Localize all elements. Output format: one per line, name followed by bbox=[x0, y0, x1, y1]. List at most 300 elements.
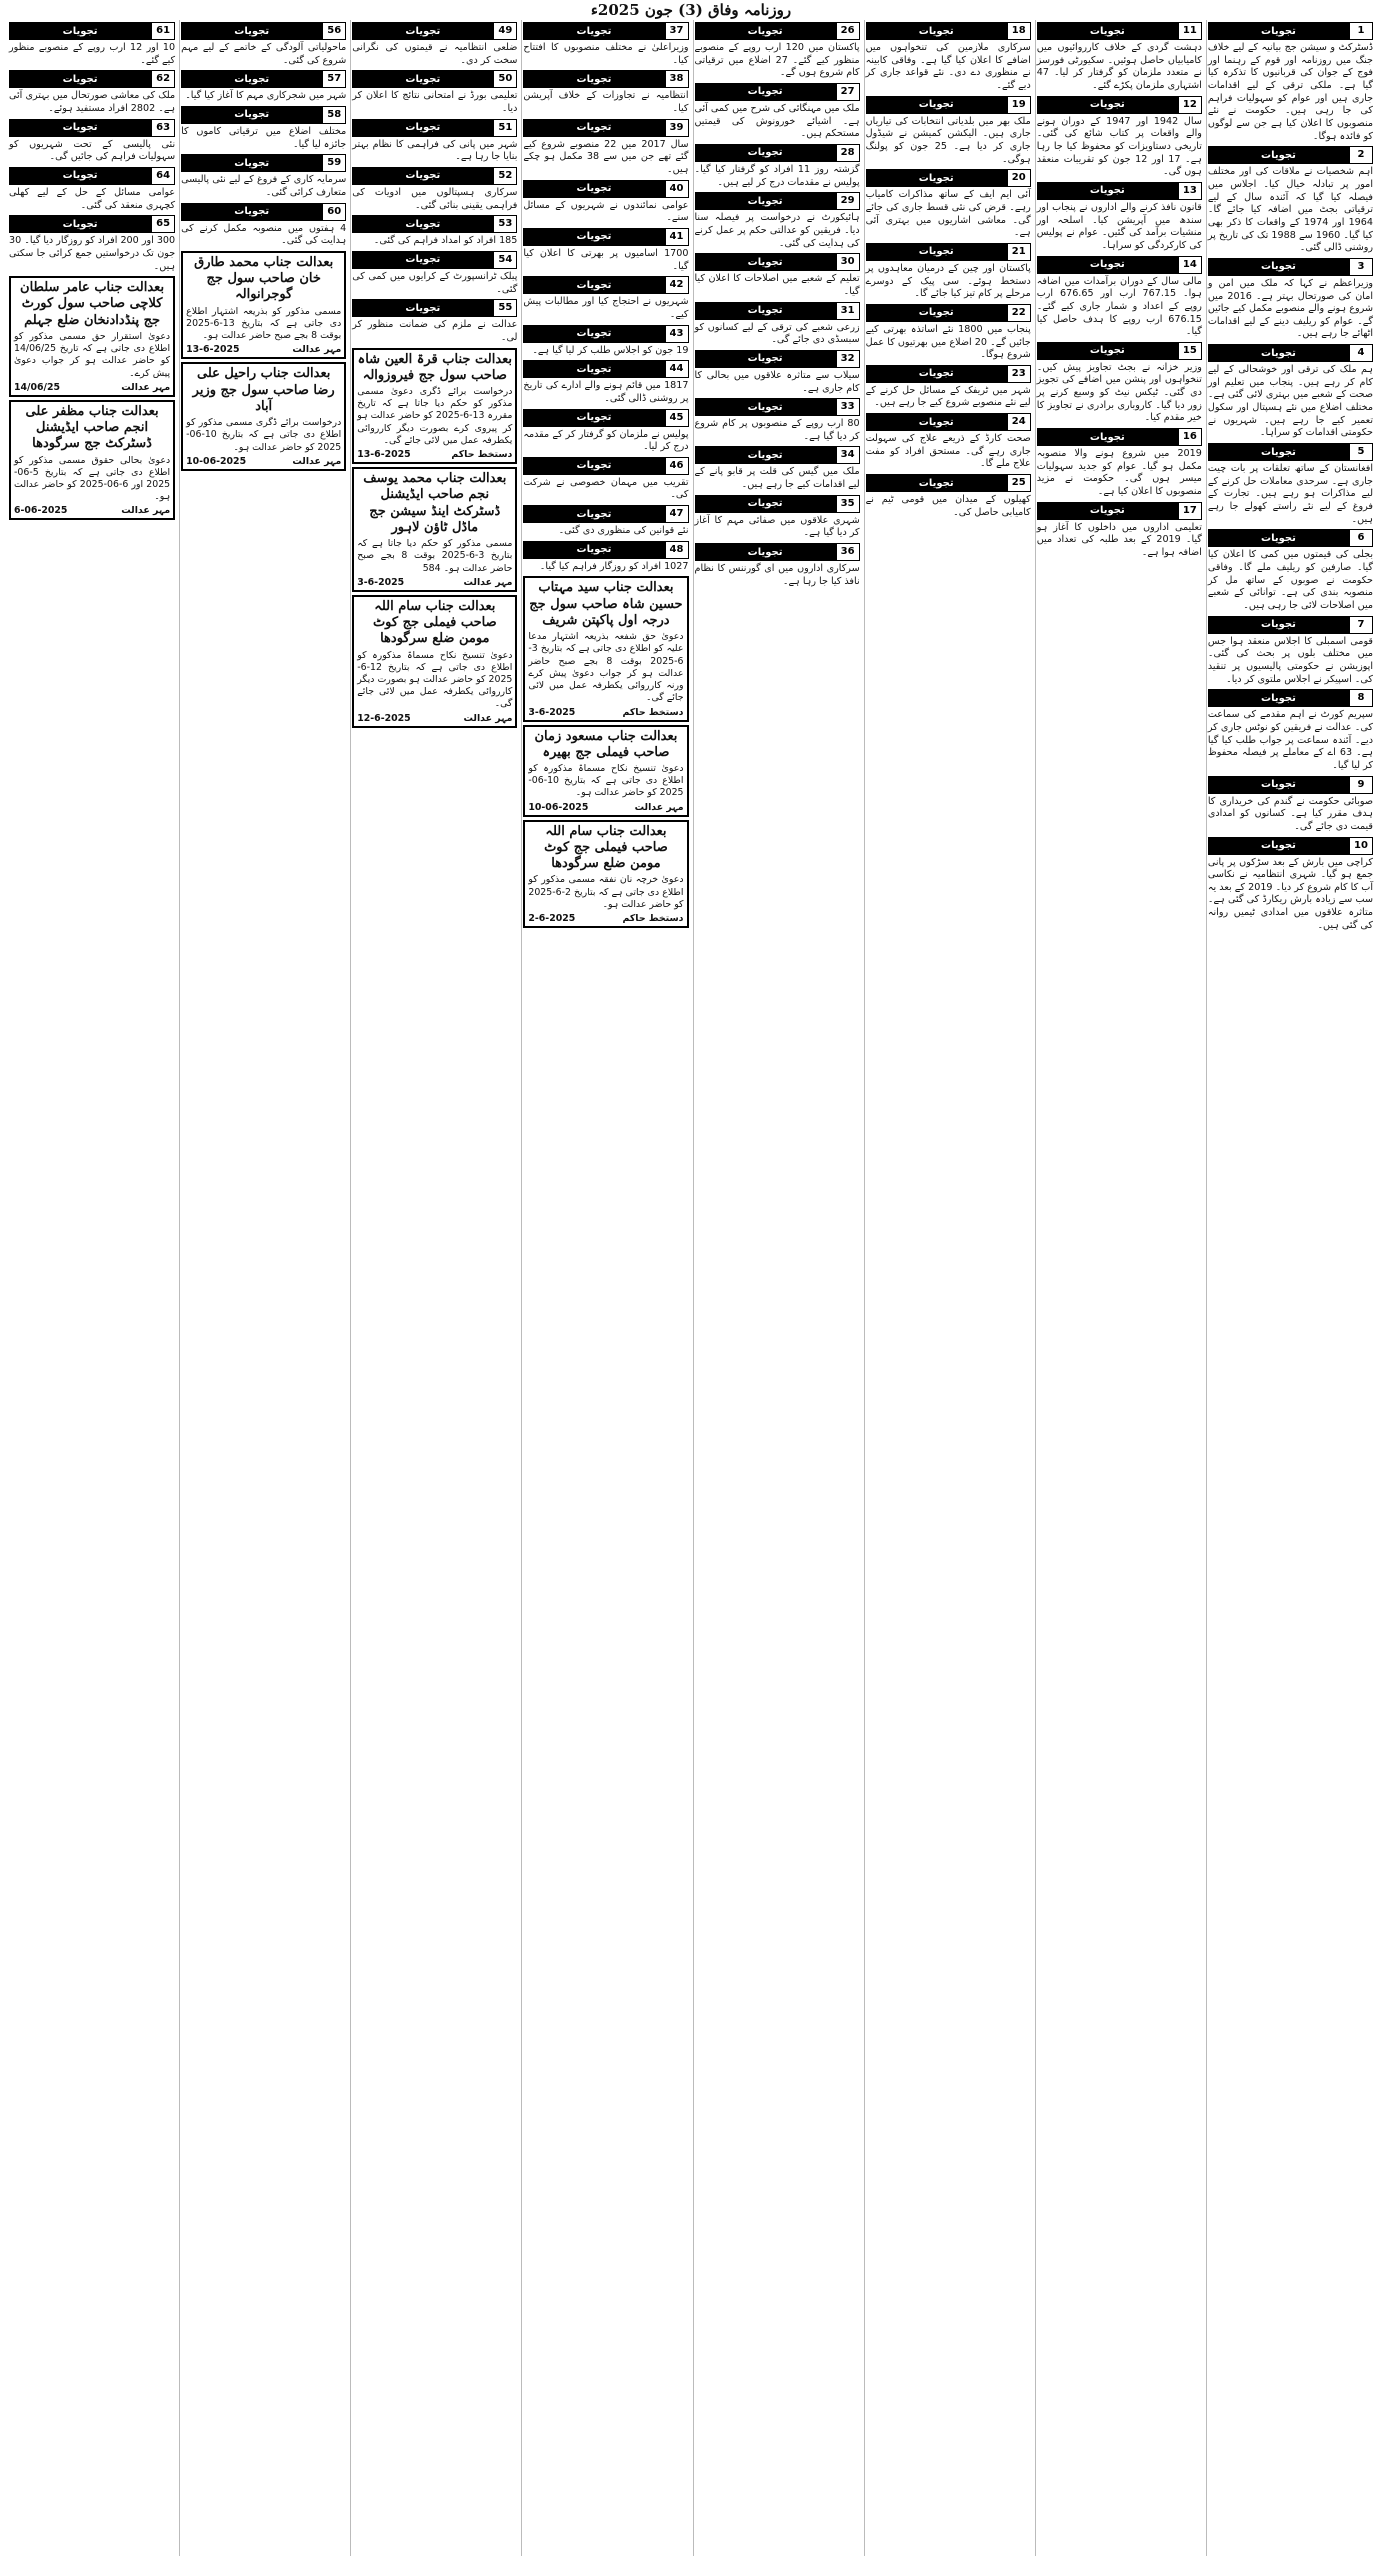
article-block bbox=[695, 253, 860, 298]
article-number: 11 bbox=[1178, 22, 1202, 40]
article-number: 28 bbox=[836, 144, 860, 162]
notice-body: دعویٰ بحالی حقوق مسمی مذکور کو اطلاع دی جاتی ہے کہ بتاریخ 5-06-2025 اور 6-06-2025 کو حاضر عدالت ہو۔ bbox=[14, 454, 171, 503]
article-number: 52 bbox=[493, 167, 517, 185]
article-body: شہریوں نے احتجاج کیا اور مطالبات پیش کیے۔ bbox=[523, 296, 689, 320]
article-header bbox=[1208, 837, 1373, 855]
article-body: ملک کی معاشی صورتحال میں بہتری آئی ہے۔ 2802 افراد مستفید ہوئے۔ bbox=[9, 90, 176, 114]
article-header bbox=[1208, 689, 1373, 707]
article-number: 57 bbox=[322, 70, 346, 88]
article-number: 46 bbox=[665, 457, 689, 475]
article-block bbox=[695, 302, 860, 347]
notice-title: بعدالت جناب سید مہتاب حسین شاہ صاحب سول جج درجہ اول پاکپتن شریف bbox=[529, 580, 683, 628]
article-block bbox=[9, 215, 175, 273]
article-header-label: تجویات bbox=[1261, 149, 1296, 161]
article-header-label: تجویات bbox=[1089, 505, 1125, 517]
article-block bbox=[1208, 529, 1373, 612]
article-block bbox=[352, 251, 517, 296]
notice-sign: دستخط حاکم bbox=[622, 913, 684, 925]
notice-title: بعدالت جناب محمد یوسف نجم صاحب ایڈیشنل ڈسٹرکٹ اینڈ سیشن جج ماڈل ٹاؤن لاہور bbox=[363, 471, 507, 535]
article-header-label: تجویات bbox=[405, 302, 441, 314]
article-body: نئی پالیسی کے تحت شہریوں کو سہولیات فراہم کی جائیں گی۔ bbox=[9, 138, 176, 163]
article-header-label: تجویات bbox=[576, 231, 612, 243]
article-header bbox=[695, 83, 860, 101]
article-header bbox=[695, 192, 860, 210]
article-body: ہم ملک کی ترقی اور خوشحالی کے لیے کام کر رہے ہیں۔ پنجاب میں تعلیم اور صحت کے شعبے میں بہتری لائی گئی ہے۔ مختلف اضلاع میں نئے ہسپتال اور سکول تعمیر کیے جا رہے ہیں۔ شہریوں نے حکومتی اقدامات کو سراہا۔ bbox=[1207, 364, 1373, 439]
article-block bbox=[352, 22, 517, 67]
notice-body: مسمی مذکور کو حکم دیا جاتا ہے کہ بتاریخ 3-6-2025 بوقت 8 بجے صبح حاضر عدالت ہو۔ 584 bbox=[357, 538, 513, 574]
article-body: آئی ایم ایف کے ساتھ مذاکرات کامیاب رہے۔ قرض کی نئی قسط جاری کی جائے گی۔ معاشی اشاریوں میں بہتری آئی ہے۔ bbox=[865, 189, 1031, 239]
article-header bbox=[1208, 22, 1373, 40]
article-header bbox=[523, 22, 688, 40]
article-header bbox=[866, 169, 1031, 187]
article-body: شہر میں شجرکاری مہم کا آغاز کیا گیا۔ bbox=[185, 90, 347, 102]
article-body: 19 جون کو اجلاس طلب کر لیا گیا ہے۔ bbox=[532, 344, 689, 356]
article-block bbox=[523, 119, 688, 177]
article-block bbox=[523, 22, 688, 67]
article-header-label: تجویات bbox=[62, 170, 98, 182]
notice-signature bbox=[528, 913, 683, 924]
article-number: 4 bbox=[1349, 344, 1373, 362]
article-body: سرکاری ہسپتالوں میں ادویات کی فراہمی یقینی بنائی گئی۔ bbox=[352, 186, 518, 211]
article-body: تعلیمی بورڈ نے امتحانی نتائج کا اعلان کر دیا۔ bbox=[352, 90, 518, 114]
column-4 bbox=[693, 20, 861, 2556]
notice-signature bbox=[186, 456, 341, 467]
article-block bbox=[523, 409, 688, 454]
article-block bbox=[1208, 443, 1373, 526]
article-body: سیلاب سے متاثرہ علاقوں میں بحالی کا کام جاری ہے۔ bbox=[694, 369, 860, 394]
article-header-label: تجویات bbox=[62, 218, 98, 230]
article-body: افغانستان کے ساتھ تعلقات پر بات چیت جاری ہے۔ سرحدی معاملات حل کرنے کے لیے مذاکرات ہو رہے ہیں۔ تجارت کے فروغ کے لیے نئے راستے کھولے جا رہے ہیں۔ bbox=[1207, 463, 1373, 525]
article-header-label: تجویات bbox=[576, 412, 612, 423]
article-body: 300 اور 200 افراد کو روزگار دیا گیا۔ 30 جون تک درخواستیں جمع کرائی جا سکتی ہیں۔ bbox=[9, 235, 176, 272]
notice-sign: مہر عدالت bbox=[292, 344, 342, 356]
article-header-label: تجویات bbox=[576, 122, 612, 134]
article-block bbox=[866, 474, 1031, 519]
article-header bbox=[1037, 22, 1202, 40]
article-block bbox=[1208, 22, 1373, 143]
notice-sign: مہر عدالت bbox=[292, 455, 342, 467]
article-body: نئے قوانین کی منظوری دی گئی۔ bbox=[558, 525, 689, 537]
article-body: کراچی میں بارش کے بعد سڑکوں پر پانی جمع ہو گیا۔ شہری انتظامیہ نے نکاسی آب کا کام شروع کر دیا۔ 2019 کے بعد یہ سب سے زیادہ بارش ریکارڈ کی گئی ہے۔ متاثرہ علاقوں میں امدادی ٹیمیں روانہ کی گئی ہیں۔ bbox=[1207, 856, 1374, 931]
article-block bbox=[523, 360, 688, 405]
article-body: 10 اور 12 ارب روپے کے منصوبے منظور کیے گئے۔ bbox=[9, 42, 176, 66]
article-number: 17 bbox=[1178, 502, 1202, 520]
article-header bbox=[523, 180, 688, 198]
article-header-label: تجویات bbox=[62, 73, 98, 85]
article-header bbox=[523, 541, 688, 559]
notice-signature bbox=[14, 382, 170, 393]
article-number: 20 bbox=[1007, 169, 1031, 187]
court-notice bbox=[9, 276, 175, 397]
article-header bbox=[695, 543, 860, 561]
article-number: 61 bbox=[151, 22, 175, 40]
article-body: تعلیمی اداروں میں داخلوں کا آغاز ہو گیا۔ 2019 کے بعد طلبہ کی تعداد میں اضافہ ہوا ہے۔ bbox=[1036, 521, 1202, 559]
article-header-label: تجویات bbox=[1261, 619, 1296, 631]
article-body: شہر میں ٹریفک کے مسائل حل کرنے کے لیے نئے منصوبے شروع کیے جا رہے ہیں۔ bbox=[865, 384, 1031, 409]
article-number: 49 bbox=[493, 22, 517, 40]
notice-body: دعویٰ استقرار حق مسمی مذکور کو اطلاع دی جاتی ہے کہ تاریخ 14/06/25 کو حاضر عدالت ہو کر جواب دعویٰ پیش کرے۔ bbox=[14, 330, 171, 379]
article-header bbox=[1037, 342, 1202, 360]
court-notice bbox=[352, 348, 517, 465]
article-number: 18 bbox=[1007, 22, 1031, 40]
article-number: 6 bbox=[1349, 529, 1373, 547]
article-number: 14 bbox=[1178, 256, 1202, 274]
article-body: زرعی شعبے کی ترقی کے لیے کسانوں کو سبسڈی دی جائے گی۔ bbox=[694, 321, 860, 346]
article-header bbox=[1037, 96, 1202, 114]
court-notice bbox=[523, 576, 688, 721]
article-block bbox=[523, 325, 688, 358]
court-notice bbox=[9, 400, 175, 521]
notice-body: دعویٰ حق شفعہ بذریعہ اشتہار مدعا علیہ کو اطلاع دی جاتی ہے کہ بتاریخ 3-6-2025 بوقت 8 بجے صبح حاضر عدالت ہو کر جواب دعویٰ پیش کرے ورنہ کارروائی یکطرفہ عمل میں لائی جائے گی۔ bbox=[528, 631, 684, 704]
notice-date: 2-6-2025 bbox=[528, 913, 576, 925]
column-1 bbox=[1206, 20, 1374, 2556]
article-header bbox=[695, 446, 860, 464]
article-block bbox=[523, 70, 688, 115]
article-body: وزیر خزانہ نے بجٹ تجاویز پیش کیں۔ تنخواہوں اور پنشن میں اضافے کی تجویز دی گئی۔ ٹیکس نیٹ کو وسیع کرنے پر زور دیا گیا۔ کاروباری برادری نے تجاویز کا خیر مقدم کیا۔ bbox=[1036, 361, 1202, 424]
notice-body: دعویٰ تنسیخ نکاح مسماۃ مذکورہ کو اطلاع دی جاتی ہے کہ بتاریخ 10-06-2025 کو حاضر عدالت ہو۔ bbox=[528, 763, 684, 799]
notice-date: 10-06-2025 bbox=[186, 455, 247, 467]
article-header bbox=[866, 304, 1031, 322]
article-header-label: تجویات bbox=[234, 206, 270, 218]
article-block bbox=[1208, 616, 1373, 687]
article-header bbox=[695, 398, 860, 416]
article-number: 22 bbox=[1007, 304, 1031, 322]
article-number: 39 bbox=[665, 119, 689, 137]
article-body: سپریم کورٹ نے اہم مقدمے کی سماعت کی۔ عدالت نے فریقین کو نوٹس جاری کر دیے۔ آئندہ سماعت پر جواب طلب کیا گیا ہے۔ 63 اے کے معاملے پر فیصلہ محفوظ کر لیا گیا۔ bbox=[1207, 709, 1373, 771]
notice-body: درخواست برائے ڈگری دعویٰ مسمی مذکور کو حکم دیا جاتا ہے کہ تاریخ مقررہ 13-6-2025 کو حاضر عدالت ہو کر پیروی کرے بصورت دیگر کارروائی یکطرفہ عمل میں لائی جائے گی۔ bbox=[357, 386, 513, 446]
article-number: 62 bbox=[151, 70, 175, 88]
article-header bbox=[866, 243, 1031, 261]
article-header bbox=[866, 22, 1031, 40]
article-header-label: تجویات bbox=[918, 246, 954, 258]
article-header bbox=[181, 203, 346, 221]
article-number: 31 bbox=[836, 302, 860, 320]
notice-title: بعدالت جناب قرۃ العین شاہ صاحب سول جج فیروزوالہ bbox=[357, 351, 513, 383]
article-header-label: تجویات bbox=[747, 147, 783, 159]
article-header-label: تجویات bbox=[1089, 99, 1125, 111]
article-block bbox=[1037, 96, 1202, 179]
article-block bbox=[695, 22, 860, 80]
notice-title: بعدالت جناب عامر سلطان کلاچی صاحب سول کورٹ جج پنڈدادنخان ضلع جہلم bbox=[20, 280, 165, 328]
article-header-label: تجویات bbox=[1089, 345, 1125, 357]
notice-date: 12-6-2025 bbox=[357, 712, 411, 724]
article-header-label: تجویات bbox=[918, 368, 954, 380]
article-block bbox=[695, 543, 860, 588]
article-header-label: تجویات bbox=[234, 157, 270, 169]
notice-title: بعدالت جناب سام اللہ صاحب فیملی جج کوٹ مومن ضلع سرگودھا bbox=[372, 598, 497, 647]
article-header-label: تجویات bbox=[405, 73, 441, 85]
article-header bbox=[695, 22, 860, 40]
article-header bbox=[695, 253, 860, 271]
article-header bbox=[523, 325, 688, 343]
article-header-label: تجویات bbox=[747, 498, 783, 510]
article-block bbox=[352, 167, 517, 212]
article-block bbox=[523, 228, 688, 273]
court-notice bbox=[352, 467, 517, 592]
article-header-label: تجویات bbox=[405, 122, 441, 134]
article-number: 24 bbox=[1007, 413, 1031, 431]
article-number: 60 bbox=[322, 203, 346, 221]
article-header bbox=[1208, 616, 1373, 634]
article-block bbox=[695, 446, 860, 491]
article-header bbox=[523, 70, 688, 88]
article-block bbox=[695, 398, 860, 443]
notice-title: بعدالت جناب مظفر علی انجم صاحب ایڈیشنل ڈسٹرکٹ جج سرگودھا bbox=[25, 403, 159, 452]
article-number: 50 bbox=[493, 70, 517, 88]
article-header bbox=[523, 409, 688, 427]
article-header bbox=[9, 119, 175, 137]
article-block bbox=[1037, 256, 1202, 339]
article-number: 30 bbox=[836, 253, 860, 271]
article-block bbox=[695, 144, 860, 189]
article-header-label: تجویات bbox=[1261, 25, 1296, 37]
article-body: 80 ارب روپے کے منصوبوں پر کام شروع کر دیا گیا ہے۔ bbox=[694, 418, 860, 442]
article-body: شہری علاقوں میں صفائی مہم کا آغاز کر دیا گیا ہے۔ bbox=[694, 514, 860, 539]
article-body: پاکستان اور چین کے درمیان معاہدوں پر دستخط ہوئے۔ سی پیک کے دوسرے مرحلے پر کام تیز کیا جائے گا۔ bbox=[865, 262, 1031, 300]
article-block bbox=[352, 70, 517, 115]
notice-date: 13-6-2025 bbox=[357, 449, 411, 461]
article-header-label: تجویات bbox=[576, 25, 612, 37]
column-2 bbox=[1035, 20, 1203, 2556]
article-header-label: تجویات bbox=[234, 25, 270, 37]
article-header bbox=[9, 70, 175, 88]
article-number: 3 bbox=[1349, 258, 1373, 276]
article-block bbox=[866, 304, 1031, 362]
article-number: 42 bbox=[665, 276, 689, 294]
article-number: 38 bbox=[665, 70, 689, 88]
article-header-label: تجویات bbox=[576, 363, 612, 375]
article-number: 16 bbox=[1178, 428, 1202, 446]
article-number: 5 bbox=[1349, 443, 1373, 461]
article-block bbox=[695, 350, 860, 395]
article-body: ماحولیاتی آلودگی کے خاتمے کے لیے مہم شروع کی گئی۔ bbox=[181, 42, 347, 66]
article-block bbox=[352, 215, 517, 248]
article-header-label: تجویات bbox=[405, 254, 441, 266]
article-header bbox=[181, 154, 346, 172]
column-6 bbox=[350, 20, 518, 2556]
article-body: پاکستان میں 120 ارب روپے کے منصوبے منظور کیے گئے۔ 27 اضلاع میں ترقیاتی کام شروع ہوں گے۔ bbox=[694, 42, 860, 79]
article-header bbox=[523, 119, 688, 137]
article-block bbox=[1208, 776, 1373, 834]
article-header-label: تجویات bbox=[1261, 840, 1296, 851]
article-header-label: تجویات bbox=[576, 328, 612, 340]
article-body: دہشت گردی کے خلاف کارروائیوں میں کامیابیاں حاصل ہوئیں۔ سکیورٹی فورسز نے متعدد ملزمان کو گرفتار کر لیا۔ 47 اشتہاری ملزمان پکڑے گئے۔ bbox=[1036, 42, 1202, 91]
article-header-label: تجویات bbox=[405, 170, 441, 182]
article-block bbox=[523, 541, 688, 574]
article-number: 10 bbox=[1349, 837, 1373, 855]
article-header bbox=[1208, 146, 1373, 164]
article-number: 40 bbox=[665, 180, 689, 198]
article-number: 8 bbox=[1349, 689, 1373, 707]
article-header bbox=[181, 106, 346, 124]
article-header-label: تجویات bbox=[747, 256, 783, 268]
article-number: 21 bbox=[1007, 243, 1031, 261]
article-header-label: تجویات bbox=[234, 73, 270, 85]
article-header bbox=[695, 495, 860, 513]
article-header bbox=[1037, 428, 1202, 446]
article-body: گزشتہ روز 11 افراد کو گرفتار کیا گیا۔ پولیس نے مقدمات درج کر لیے ہیں۔ bbox=[694, 163, 860, 188]
article-number: 65 bbox=[151, 215, 175, 233]
article-body: تقریب میں مہمان خصوصی نے شرکت کی۔ bbox=[523, 476, 689, 501]
court-notice bbox=[352, 595, 517, 728]
notice-signature bbox=[528, 707, 683, 718]
notice-date: 3-6-2025 bbox=[357, 576, 405, 588]
notice-title: بعدالت جناب مسعود زمان صاحب فیملی جج بھیرہ bbox=[534, 728, 678, 760]
article-header-label: تجویات bbox=[1089, 259, 1125, 271]
article-header bbox=[695, 302, 860, 320]
newspaper-page bbox=[8, 20, 1374, 2556]
article-number: 23 bbox=[1007, 365, 1031, 383]
article-body: عوامی نمائندوں نے شہریوں کے مسائل سنے۔ bbox=[523, 199, 689, 224]
article-body: ملک میں گیس کی قلت پر قابو پانے کے لیے اقدامات کیے جا رہے ہیں۔ bbox=[694, 466, 860, 491]
article-number: 19 bbox=[1007, 96, 1031, 114]
article-body: اہم شخصیات نے ملاقات کی اور مختلف امور پر تبادلہ خیال کیا۔ اجلاس میں فیصلہ کیا گیا کہ آئندہ سال کے لیے ترقیاتی بجٹ میں اضافہ کیا جائے گا۔ 1964 اور 1974 کے واقعات کا ذکر بھی کیا گیا۔ 1960 سے 1988 تک کی تاریخ پر روشنی ڈالی گئی۔ bbox=[1207, 166, 1373, 254]
notice-title: بعدالت جناب راحیل علی رضا صاحب سول جج وزیر آباد bbox=[192, 366, 335, 414]
article-header-label: تجویات bbox=[918, 307, 954, 319]
article-body: 1700 اسامیوں پر بھرتی کا اعلان کیا گیا۔ bbox=[523, 247, 689, 272]
article-block bbox=[866, 22, 1031, 93]
article-number: 25 bbox=[1007, 474, 1031, 492]
article-block bbox=[866, 365, 1031, 410]
article-header bbox=[1037, 502, 1202, 520]
article-body: 2019 میں شروع ہونے والا منصوبہ مکمل ہو گیا۔ عوام کو جدید سہولیات میسر ہوں گی۔ حکومت نے مزید منصوبوں کا اعلان کیا ہے۔ bbox=[1036, 448, 1202, 498]
court-notice bbox=[181, 251, 346, 359]
article-header-label: تجویات bbox=[1261, 446, 1296, 458]
article-body: قانون نافذ کرنے والے اداروں نے پنجاب اور سندھ میں آپریشن کیا۔ اسلحہ اور منشیات برآمد کی گئیں۔ عوام نے پولیس کی کارکردگی کو سراہا۔ bbox=[1036, 201, 1202, 251]
article-header bbox=[352, 70, 517, 88]
article-number: 12 bbox=[1178, 96, 1202, 114]
article-header bbox=[1208, 258, 1373, 276]
article-body: صوبائی حکومت نے گندم کی خریداری کا ہدف مقرر کیا ہے۔ کسانوں کو امدادی قیمت دی جائے گی۔ bbox=[1207, 795, 1373, 832]
article-header bbox=[352, 299, 517, 317]
notice-sign: مہر عدالت bbox=[463, 576, 513, 588]
article-block bbox=[9, 22, 175, 67]
article-block bbox=[523, 180, 688, 225]
article-block bbox=[523, 276, 688, 321]
article-header bbox=[352, 167, 517, 185]
article-number: 55 bbox=[493, 299, 517, 317]
article-block bbox=[9, 119, 175, 164]
article-header bbox=[523, 360, 688, 378]
notice-sign: مہر عدالت bbox=[463, 712, 513, 724]
article-block bbox=[523, 505, 688, 538]
article-body: قومی اسمبلی کا اجلاس منعقد ہوا جس میں مختلف بلوں پر بحث کی گئی۔ اپوزیشن نے حکومتی پالیسیوں پر تنقید کی۔ اسپیکر نے اجلاس ملتوی کر دیا۔ bbox=[1207, 635, 1373, 685]
article-header-label: تجویات bbox=[918, 477, 954, 489]
notice-signature bbox=[357, 713, 512, 724]
article-header-label: تجویات bbox=[62, 25, 98, 37]
article-body: کھیلوں کے میدان میں قومی ٹیم نے کامیابی حاصل کی۔ bbox=[865, 494, 1031, 518]
article-header bbox=[1037, 256, 1202, 274]
article-header bbox=[866, 365, 1031, 383]
article-body: مختلف اضلاع میں ترقیاتی کاموں کا جائزہ لیا گیا۔ bbox=[181, 125, 347, 150]
article-header-label: تجویات bbox=[747, 25, 783, 37]
article-number: 26 bbox=[836, 22, 860, 40]
article-number: 56 bbox=[322, 22, 346, 40]
article-number: 29 bbox=[836, 192, 860, 210]
article-body: مالی سال کے دوران برآمدات میں اضافہ ہوا۔ 767.15 ارب اور 676.65 ارب روپے کے اعداد و شمار جاری کیے گئے۔ 676.15 ارب روپے کا ہدف حاصل کیا گیا۔ bbox=[1036, 275, 1202, 338]
article-header bbox=[9, 215, 175, 233]
article-header-label: تجویات bbox=[576, 508, 612, 520]
article-block bbox=[1037, 428, 1202, 499]
article-number: 64 bbox=[151, 167, 175, 185]
article-body: سرکاری ملازمین کی تنخواہوں میں اضافے کا اعلان کیا گیا ہے۔ وفاقی کابینہ نے منظوری دے دی۔ نئے قواعد جاری کر دیے گئے۔ bbox=[865, 42, 1031, 91]
article-header bbox=[181, 70, 346, 88]
column-8 bbox=[8, 20, 176, 2556]
article-header-label: تجویات bbox=[747, 305, 783, 317]
masthead: روزنامہ وفاق (3) جون 2025ء bbox=[590, 1, 792, 19]
article-block bbox=[1037, 502, 1202, 560]
article-header-label: تجویات bbox=[576, 183, 612, 195]
article-number: 37 bbox=[665, 22, 689, 40]
notice-date: 10-06-2025 bbox=[528, 801, 589, 813]
article-header-label: تجویات bbox=[576, 544, 612, 556]
article-block bbox=[181, 106, 346, 151]
article-body: پولیس نے ملزمان کو گرفتار کر کے مقدمہ درج کر لیا۔ bbox=[523, 428, 689, 453]
article-block bbox=[866, 243, 1031, 301]
article-header-label: تجویات bbox=[747, 195, 783, 207]
article-body: ہائیکورٹ نے درخواست پر فیصلہ سنا دیا۔ فریقین کو عدالتی حکم پر عمل کرنے کی ہدایت کی گئی۔ bbox=[694, 212, 860, 249]
article-body: صحت کارڈ کے ذریعے علاج کی سہولت جاری رہے گی۔ مستحق افراد کو مفت علاج ملے گا۔ bbox=[865, 433, 1031, 470]
article-header bbox=[1208, 776, 1373, 794]
article-body: ضلعی انتظامیہ نے قیمتوں کی نگرانی سخت کر دی۔ bbox=[352, 42, 518, 66]
article-header bbox=[1208, 344, 1373, 362]
article-block bbox=[1208, 837, 1373, 933]
article-header bbox=[1208, 443, 1373, 461]
article-header bbox=[9, 22, 175, 40]
notice-signature bbox=[14, 505, 170, 516]
notice-sign: دستخط حاکم bbox=[451, 449, 513, 461]
article-header bbox=[9, 167, 175, 185]
article-block bbox=[1037, 182, 1202, 253]
notice-date: 14/06/25 bbox=[14, 381, 60, 393]
column-7 bbox=[179, 20, 347, 2556]
article-body: وزیراعظم نے کہا کہ ملک میں امن و امان کی صورتحال بہتر ہے۔ 2016 میں شروع ہونے والے منصوبے مکمل کیے جائیں گے۔ عوام کو ریلیف دینے کے لیے اقدامات اٹھائے جا رہے ہیں۔ bbox=[1207, 277, 1374, 340]
article-header-label: تجویات bbox=[918, 172, 954, 184]
article-header-label: تجویات bbox=[747, 401, 783, 413]
article-header bbox=[523, 276, 688, 294]
article-number: 41 bbox=[665, 228, 689, 246]
article-block bbox=[9, 167, 175, 212]
court-notice bbox=[181, 362, 346, 470]
notice-sign: مہر عدالت bbox=[121, 505, 171, 517]
article-block bbox=[181, 154, 346, 199]
article-number: 63 bbox=[151, 119, 175, 137]
article-header-label: تجویات bbox=[918, 99, 954, 111]
article-number: 54 bbox=[493, 251, 517, 269]
article-block bbox=[9, 70, 175, 115]
column-5 bbox=[521, 20, 689, 2556]
notice-body: دعویٰ تنسیخ نکاح مسماۃ مذکورہ کو اطلاع دی جاتی ہے کہ بتاریخ 12-6-2025 کو حاضر عدالت ہو بصورت دیگر کارروائی یکطرفہ عمل میں لائی جائے گی۔ bbox=[357, 649, 513, 710]
article-header bbox=[523, 505, 688, 523]
article-body: پنجاب میں 1800 نئے اساتذہ بھرتی کیے جائیں گے۔ 20 اضلاع میں بھرتیوں کا عمل شروع ہوگا۔ bbox=[865, 323, 1031, 361]
article-header-label: تجویات bbox=[1261, 261, 1296, 273]
notice-signature bbox=[357, 449, 512, 460]
article-header-label: تجویات bbox=[747, 353, 783, 365]
article-number: 2 bbox=[1349, 146, 1373, 164]
notice-signature bbox=[528, 802, 683, 813]
article-header-label: تجویات bbox=[234, 109, 270, 121]
article-block bbox=[352, 119, 517, 164]
article-number: 43 bbox=[665, 325, 689, 343]
article-block bbox=[523, 457, 688, 502]
article-number: 1 bbox=[1349, 22, 1373, 40]
article-body: سال 1942 اور 1947 کے دوران ہونے والے واقعات پر کتاب شائع کی گئی۔ تاریخی دستاویزات کو محفوظ کیا جا رہا ہے۔ 17 اور 12 جون کو تقریبات منعقد ہوں گی۔ bbox=[1036, 115, 1202, 178]
article-number: 36 bbox=[836, 543, 860, 561]
article-number: 32 bbox=[836, 350, 860, 368]
article-number: 48 bbox=[665, 541, 689, 559]
article-body: عوامی مسائل کے حل کے لیے کھلی کچہری منعقد کی گئی۔ bbox=[9, 186, 176, 211]
notice-signature bbox=[357, 577, 512, 588]
